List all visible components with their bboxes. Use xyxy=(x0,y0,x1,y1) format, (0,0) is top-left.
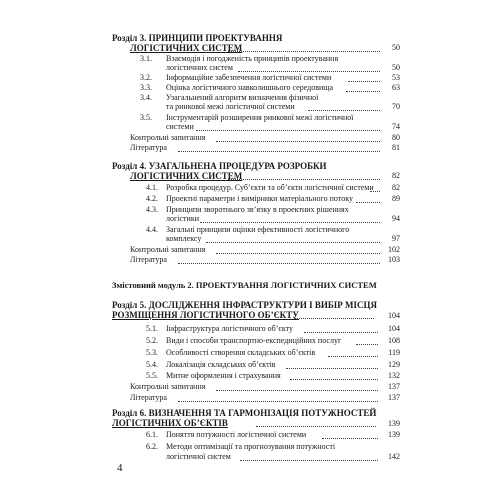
section-5-title-line2: РОЗМІЩЕННЯ ЛОГІСТИЧНОГО ОБ’ЄКТУ xyxy=(112,310,299,320)
item-6-1-num: 6.1. xyxy=(146,430,158,439)
item-3-5-line2: системи xyxy=(166,122,194,131)
section-5-literature-page: 137 xyxy=(388,393,400,402)
item-5-2-line1: Види і способи транспортно-експедиційних послуг xyxy=(166,336,342,345)
item-3-2-page: 53 xyxy=(392,73,400,82)
dot-leader xyxy=(178,256,380,264)
item-3-5-page: 74 xyxy=(392,122,400,131)
item-3-1-line2: логістичних систем xyxy=(166,63,233,72)
item-4-1-page: 82 xyxy=(392,183,400,192)
dot-leader xyxy=(178,394,378,402)
item-5-1-num: 5.1. xyxy=(146,324,158,333)
dot-leader xyxy=(216,383,378,391)
dot-leader xyxy=(304,325,378,333)
dot-leader xyxy=(290,372,378,380)
item-4-4-line2: комплексу xyxy=(166,234,202,243)
item-5-2-num: 5.2. xyxy=(146,336,158,345)
item-3-4-page: 70 xyxy=(392,102,400,111)
item-5-5-num: 5.5. xyxy=(146,371,158,380)
dot-leader xyxy=(346,84,380,92)
item-5-4-page: 129 xyxy=(388,360,400,369)
item-3-3-num: 3.3. xyxy=(140,83,152,92)
section-5-questions-page: 137 xyxy=(388,382,400,391)
section-3-questions-page: 80 xyxy=(392,133,400,142)
item-4-2-line1: Проектні параметри і вимірники матеріального потоку xyxy=(166,194,353,203)
item-3-4-line1: Узагальнений алгоритм визначення фізичної xyxy=(166,93,319,102)
item-4-4-line1: Загальні принципи оцінки ефективності логістичного xyxy=(166,225,350,234)
item-4-3-line1: Принципи зворотнього зв’язку в проектних рішеннях xyxy=(166,205,349,214)
item-5-3-num: 5.3. xyxy=(146,348,158,357)
section-4-literature-page: 103 xyxy=(388,255,400,264)
section-3-title-line1: Розділ 3. ПРИНЦИПИ ПРОЕКТУВАННЯ xyxy=(112,33,283,43)
item-4-4-num: 4.4. xyxy=(146,225,158,234)
section-5-title-line1: Розділ 5. ДОСЛІДЖЕННЯ ІНФРАСТРУКТУРИ І ВИБІР МІСЦЯ xyxy=(112,300,378,310)
section-4-title-line1: Розділ 4. УЗАГАЛЬНЕНА ПРОЦЕДУРА РОЗРОБКИ xyxy=(112,161,327,171)
section-3-literature-page: 81 xyxy=(392,143,400,152)
item-4-1-num: 4.1. xyxy=(146,183,158,192)
section-5-page: 104 xyxy=(388,311,400,320)
item-4-4-page: 97 xyxy=(392,234,400,243)
page-number: 4 xyxy=(117,462,123,474)
item-4-2-page: 89 xyxy=(392,194,400,203)
dot-leader xyxy=(308,103,380,111)
item-3-3-page: 63 xyxy=(392,83,400,92)
item-5-1-line1: Інфраструктура логістичного об’єкту xyxy=(166,324,293,333)
dot-leader xyxy=(228,172,380,180)
dot-leader xyxy=(286,361,378,369)
item-5-2-page: 108 xyxy=(388,336,400,345)
item-6-2-line2: логістичної систем xyxy=(166,452,231,461)
dot-leader xyxy=(356,195,380,203)
item-3-1-page: 50 xyxy=(392,63,400,72)
item-5-1-page: 104 xyxy=(388,324,400,333)
section-4-title-line2: ЛОГІСТИЧНИХ СИСТЕМ xyxy=(130,171,243,181)
item-6-1-line1: Поняття потужності логістичної системи xyxy=(166,430,307,439)
dot-leader xyxy=(328,349,378,357)
module-2-heading: Змістовний модуль 2. ПРОЕКТУВАННЯ ЛОГІСТИЧНИХ СИСТЕМ xyxy=(112,280,377,290)
item-4-1-line1: Розробка процедур. Суб’єкти та об’єкти логістичної системи xyxy=(166,183,374,192)
item-3-1-line1: Взаємодія і погодженість принципів проектування xyxy=(166,54,339,63)
item-6-2-line1: Методи оптимізації та прогнозування потужності xyxy=(166,442,336,451)
section-3-literature: Література xyxy=(130,143,167,152)
dot-leader xyxy=(228,44,380,52)
item-3-4-num: 3.4. xyxy=(140,93,152,102)
section-6-page: 139 xyxy=(388,419,400,428)
item-4-3-page: 94 xyxy=(392,214,400,223)
item-6-1-page: 139 xyxy=(388,430,400,439)
item-3-2-num: 3.2. xyxy=(140,73,152,82)
item-3-2-line1: Інформаційне забезпечення логістичної системи xyxy=(166,73,332,82)
section-5-questions: Контрольні запитання xyxy=(130,382,206,391)
dot-leader xyxy=(240,453,378,461)
section-4-page: 82 xyxy=(392,171,400,180)
dot-leader xyxy=(322,431,378,439)
dot-leader xyxy=(206,235,380,243)
section-3-questions: Контрольні запитання xyxy=(130,133,206,142)
section-4-questions-page: 102 xyxy=(388,245,400,254)
item-5-3-line1: Особливості створення складських об’єктів xyxy=(166,348,316,357)
dot-leader xyxy=(238,64,380,72)
item-3-1-num: 3.1. xyxy=(140,54,152,63)
dot-leader xyxy=(178,144,380,152)
item-4-3-line2: логістики xyxy=(166,214,199,223)
section-4-literature: Література xyxy=(130,255,167,264)
item-3-5-line1: Інструментарій розширення ринкової межі логістичної xyxy=(166,113,354,122)
item-5-3-page: 119 xyxy=(388,348,400,357)
dot-leader xyxy=(196,123,380,131)
item-5-4-num: 5.4. xyxy=(146,360,158,369)
item-3-4-line2: та ринкової межі логістичної системи xyxy=(166,102,295,111)
item-6-2-page: 142 xyxy=(388,452,400,461)
section-3-title-line2: ЛОГІСТИЧНИХ СИСТЕМ xyxy=(130,43,243,53)
dot-leader xyxy=(356,337,378,345)
item-5-4-line1: Локалізація складських об’єктів xyxy=(166,360,276,369)
item-4-3-num: 4.3. xyxy=(146,205,158,214)
dot-leader xyxy=(216,246,380,254)
dot-leader xyxy=(294,311,374,319)
section-5-literature: Література xyxy=(130,393,167,402)
item-5-5-line1: Митне оформлення і страхування xyxy=(166,371,281,380)
dot-leader xyxy=(200,215,380,223)
item-4-2-num: 4.2. xyxy=(146,194,158,203)
section-6-title-line2: ЛОГІСТИЧНИХ ОБ’ЄКТІВ xyxy=(112,418,228,428)
item-3-3-line1: Оцінка логістичного навколишнього середовища xyxy=(166,83,334,92)
section-4-questions: Контрольні запитання xyxy=(130,245,206,254)
item-3-5-num: 3.5. xyxy=(140,113,152,122)
dot-leader xyxy=(216,134,380,142)
section-6-title-line1: Розділ 6. ВИЗНАЧЕННЯ ТА ГАРМОНІЗАЦІЯ ПОТУЖНОСТЕЙ xyxy=(112,408,377,418)
item-6-2-num: 6.2. xyxy=(146,442,158,451)
dot-leader xyxy=(256,419,376,427)
dot-leader xyxy=(348,74,380,82)
section-3-page: 50 xyxy=(392,43,400,52)
item-5-5-page: 132 xyxy=(388,371,400,380)
